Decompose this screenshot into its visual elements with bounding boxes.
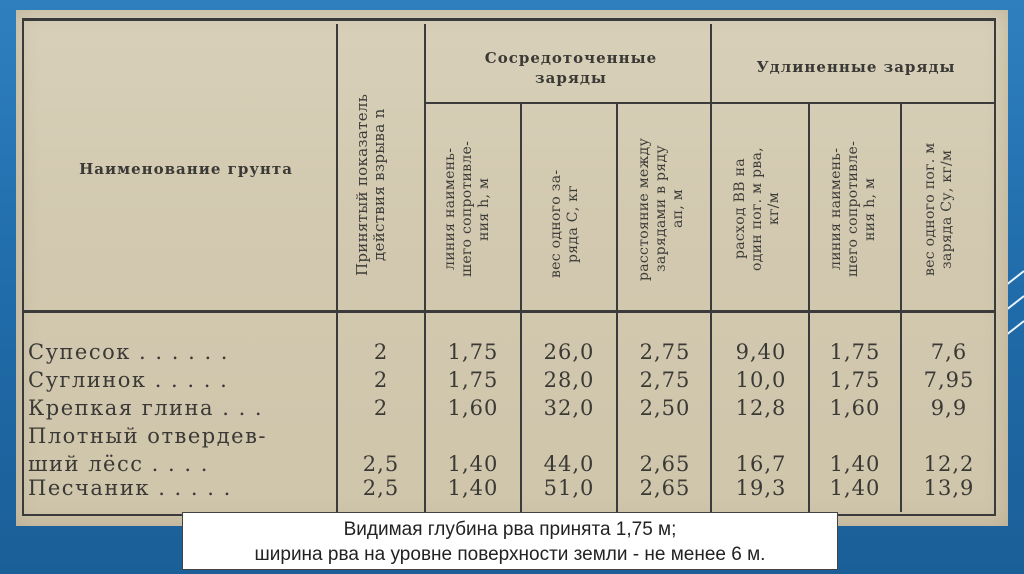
caption-line-2: ширина рва на уровне поверхности земли - не менее 6 м.: [254, 544, 766, 565]
cell: 12,2: [923, 452, 975, 476]
cell: 2,5: [362, 476, 400, 500]
cell: 10,0: [735, 368, 787, 392]
row-name-sandstone: Песчаник . . . . .: [28, 476, 232, 500]
cell: 1,40: [447, 476, 499, 500]
cell: 12,8: [735, 396, 787, 420]
divider-col-7: [900, 102, 902, 512]
cell: 1,75: [447, 340, 499, 364]
row-name-supesok: Супесок . . . . . .: [28, 340, 229, 364]
cell: 44,0: [543, 452, 595, 476]
header-conc-resistance-line: линия наимень- шего сопротивле- ния h, м: [442, 140, 492, 278]
row-name-dense-loess-line2: ший лёсс . . . .: [28, 452, 209, 476]
header-soil-name: Наименование грунта: [79, 160, 293, 178]
cell: 1,75: [447, 368, 499, 392]
cell: 16,7: [735, 452, 787, 476]
header-explosion-index: Принятый показатель действия взрыва n: [353, 93, 388, 277]
cell: 19,3: [735, 476, 787, 500]
caption-box: [182, 512, 838, 570]
cell: 2,65: [639, 452, 691, 476]
caption-line-1: Видимая глубина рва принята 1,75 м;: [343, 519, 677, 540]
header-elong-explosive-consumption: расход ВВ на один пог. м рва, кг/м: [732, 147, 782, 271]
row-name-suglinok: Суглинок . . . . .: [28, 368, 229, 392]
row-name-dense-loess-line1: Плотный отвердев-: [28, 424, 268, 448]
divider-col-2: [424, 24, 426, 512]
cell: 28,0: [543, 368, 595, 392]
cell: 51,0: [543, 476, 595, 500]
cell: 1,75: [829, 368, 881, 392]
cell: 7,6: [930, 340, 968, 364]
cell: 1,40: [447, 452, 499, 476]
cell: 32,0: [543, 396, 595, 420]
cell: 1,60: [447, 396, 499, 420]
cell: 9,9: [930, 396, 968, 420]
cell: 7,95: [923, 368, 975, 392]
divider-subheader: [424, 102, 994, 104]
cell: 1,60: [829, 396, 881, 420]
cell: 2: [373, 368, 389, 392]
cell: 9,40: [735, 340, 787, 364]
cell: 2: [373, 340, 389, 364]
cell: 26,0: [543, 340, 595, 364]
divider-header: [22, 310, 996, 313]
cell: 2,50: [639, 396, 691, 420]
cell: 13,9: [923, 476, 975, 500]
cell: 1,40: [829, 476, 881, 500]
scanned-table-sheet: [16, 10, 1008, 526]
header-conc-charge-weight: вес одного за- ряда С, кг: [548, 169, 581, 279]
header-elong-resistance-line: линия наимень- шего сопротивле- ния h, м: [828, 140, 878, 278]
cell: 2,75: [639, 340, 691, 364]
header-conc-charge-spacing: расстояние между зарядами в ряду aп, м: [636, 137, 686, 281]
cell: 1,75: [829, 340, 881, 364]
cell: 2: [373, 396, 389, 420]
cell: 2,65: [639, 476, 691, 500]
header-elongated-charges: Удлиненные заряды: [756, 58, 956, 76]
header-concentrated-charges: Сосредоточенные заряды: [484, 49, 658, 87]
divider-col-4: [616, 102, 618, 512]
cell: 2,5: [362, 452, 400, 476]
divider-col-3: [520, 102, 522, 512]
divider-col-6: [808, 102, 810, 512]
divider-col-5: [710, 24, 712, 512]
row-name-strong-clay: Крепкая глина . . .: [28, 396, 264, 420]
cell: 2,75: [639, 368, 691, 392]
cell: 1,40: [829, 452, 881, 476]
divider-col-1: [336, 24, 338, 512]
header-elong-charge-weight: вес одного пог. м заряда Су, кг/м: [922, 142, 955, 276]
